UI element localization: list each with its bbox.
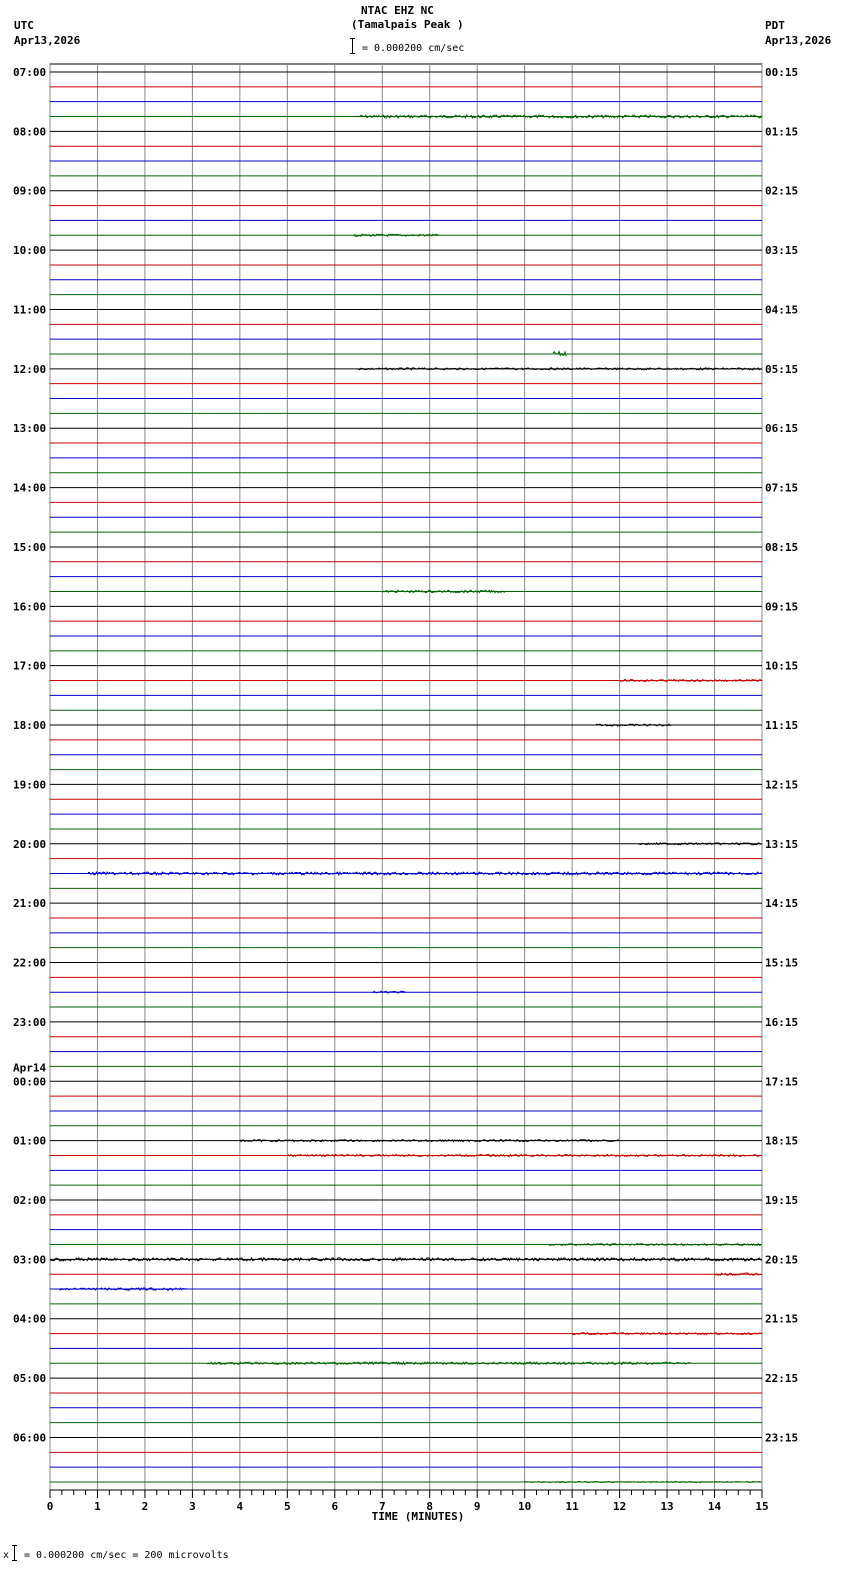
pdt-hour-label: 11:15 xyxy=(765,719,799,733)
x-axis-label: TIME (MINUTES) xyxy=(371,1510,465,1523)
pdt-hour-label: 12:15 xyxy=(765,778,799,792)
pdt-hour-label: 17:15 xyxy=(765,1075,799,1089)
x-tick-label: 2 xyxy=(141,1500,149,1513)
pdt-hour-label: 23:15 xyxy=(765,1431,799,1445)
utc-hour-label: 21:00 xyxy=(13,897,47,911)
station-title: NTAC EHZ NC xyxy=(361,4,434,17)
utc-hour-label: 02:00 xyxy=(13,1194,47,1207)
pdt-hour-label: 07:15 xyxy=(765,481,799,495)
pdt-hour-label: 06:15 xyxy=(765,422,799,436)
utc-hour-label: 07:00 xyxy=(13,66,47,79)
x-tick-label: 14 xyxy=(707,1500,722,1513)
footer-scale-bar-icon xyxy=(12,1545,17,1561)
pdt-hour-label: 14:15 xyxy=(765,897,799,911)
pdt-hour-label: 13:15 xyxy=(765,837,799,851)
scale-text: = 0.000200 cm/sec xyxy=(362,43,465,54)
pdt-hour-label: 15:15 xyxy=(765,956,799,970)
footer-scale-prefix: x xyxy=(3,1550,10,1561)
x-tick-label: 9 xyxy=(473,1500,481,1513)
x-tick-label: 11 xyxy=(565,1500,579,1513)
pdt-hour-label: 21:15 xyxy=(765,1312,799,1326)
utc-hour-label: 03:00 xyxy=(13,1253,47,1267)
x-tick-label: 7 xyxy=(378,1500,386,1513)
footer-scale-text: = 0.000200 cm/sec = 200 microvolts xyxy=(24,1550,229,1561)
utc-hour-label: 08:00 xyxy=(13,125,47,139)
x-tick-label: 13 xyxy=(660,1500,674,1513)
x-tick-label: 3 xyxy=(189,1500,196,1513)
x-tick-label: 0 xyxy=(46,1500,54,1513)
right-time-zone: PDT xyxy=(765,19,785,32)
utc-hour-label: 22:00 xyxy=(13,956,47,970)
utc-hour-label: 19:00 xyxy=(13,778,47,792)
pdt-hour-label: 20:15 xyxy=(765,1253,799,1267)
utc-date-label: Apr14 xyxy=(13,1061,47,1075)
trace-activity xyxy=(639,843,761,845)
left-hour-labels xyxy=(13,66,46,1444)
utc-hour-label: 18:00 xyxy=(13,719,47,733)
utc-hour-label: 06:00 xyxy=(13,1431,47,1445)
x-tick-label: 6 xyxy=(331,1500,339,1513)
plot-frame xyxy=(50,64,762,1490)
utc-hour-label: 16:00 xyxy=(13,600,47,614)
utc-hour-label: 11:00 xyxy=(13,303,47,317)
pdt-hour-label: 05:15 xyxy=(765,362,799,376)
left-date: Apr13,2026 xyxy=(14,34,81,47)
right-date: Apr13,2026 xyxy=(765,34,832,47)
grid xyxy=(50,64,762,1490)
pdt-hour-label: 01:15 xyxy=(765,125,799,139)
trace-activity xyxy=(553,352,566,357)
station-location: (Tamalpais Peak ) xyxy=(351,18,464,31)
pdt-hour-label: 02:15 xyxy=(765,184,799,198)
trace-activity xyxy=(596,724,672,726)
trace-lines xyxy=(50,72,762,1482)
utc-hour-label: 17:00 xyxy=(13,659,47,673)
x-tick-label: 10 xyxy=(518,1500,532,1513)
pdt-hour-label: 03:15 xyxy=(765,244,799,258)
x-tick-label: 15 xyxy=(755,1500,769,1513)
pdt-hour-label: 18:15 xyxy=(765,1134,799,1148)
utc-hour-label: 00:00 xyxy=(13,1075,47,1089)
utc-hour-label: 13:00 xyxy=(13,422,47,436)
pdt-hour-label: 04:15 xyxy=(765,303,799,317)
utc-hour-label: 14:00 xyxy=(13,481,47,495)
x-tick-label: 1 xyxy=(94,1500,101,1513)
utc-hour-label: 04:00 xyxy=(13,1312,47,1326)
pdt-hour-label: 00:15 xyxy=(765,66,799,79)
utc-hour-label: 12:00 xyxy=(13,362,47,376)
pdt-hour-label: 22:15 xyxy=(765,1372,799,1386)
utc-hour-label: 15:00 xyxy=(13,540,47,554)
utc-hour-label: 09:00 xyxy=(13,184,47,198)
x-tick-label: 8 xyxy=(426,1500,434,1513)
utc-hour-label: 23:00 xyxy=(13,1015,47,1029)
x-tick-label: 5 xyxy=(284,1500,291,1513)
utc-hour-label: 20:00 xyxy=(13,837,47,851)
utc-hour-label: 10:00 xyxy=(13,244,47,258)
pdt-hour-label: 10:15 xyxy=(765,659,799,673)
pdt-hour-label: 19:15 xyxy=(765,1194,799,1207)
utc-hour-label: 05:00 xyxy=(13,1372,47,1386)
pdt-hour-label: 08:15 xyxy=(765,540,799,554)
pdt-hour-label: 09:15 xyxy=(765,600,799,614)
x-tick-label: 4 xyxy=(236,1500,244,1513)
pdt-hour-label: 16:15 xyxy=(765,1015,799,1029)
left-time-zone: UTC xyxy=(14,19,34,32)
utc-hour-label: 01:00 xyxy=(13,1134,47,1148)
x-tick-label: 12 xyxy=(612,1500,627,1513)
right-hour-labels xyxy=(765,66,798,1444)
trace-activity xyxy=(207,1362,691,1364)
